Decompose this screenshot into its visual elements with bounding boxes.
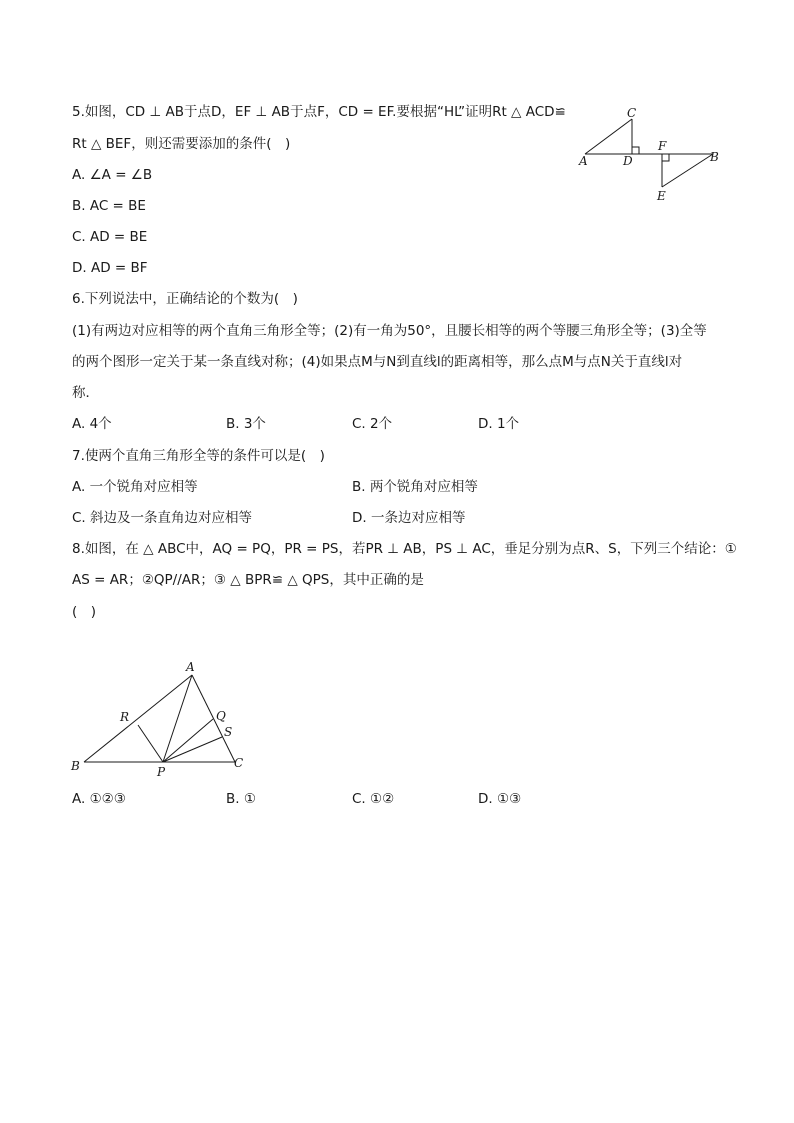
q5-figure — [575, 102, 725, 207]
q8-segment-ab — [84, 675, 192, 762]
q5-label-d: D — [623, 154, 633, 168]
q5-segment-ac — [585, 119, 632, 154]
q6-option-b[interactable]: B. 3个 — [226, 416, 266, 432]
q8-option-b[interactable]: B. ① — [226, 791, 256, 807]
q6-option-a[interactable]: A. 4个 — [72, 416, 112, 432]
q8-option-a[interactable]: A. ①②③ — [72, 791, 126, 807]
q8-segment-ps — [163, 737, 222, 762]
q8-option-c[interactable]: C. ①② — [352, 791, 395, 807]
q8-segment-ac — [192, 675, 235, 762]
q5-stem-line1: 5.如图，CD ⊥ AB于点D，EF ⊥ AB于点F，CD = EF.要根据“HL”证明Rt △ ACD≌ — [72, 104, 566, 120]
q5-segment-eb — [662, 154, 713, 187]
q7-stem: 7.使两个直角三角形全等的条件可以是( ) — [72, 448, 325, 464]
q5-right-angle-d — [632, 147, 639, 154]
q5-label-e: E — [657, 189, 666, 203]
q5-option-c[interactable]: C. AD = BE — [72, 229, 148, 245]
q5-label-b: B — [710, 150, 719, 164]
q6-statement-line3: 称． — [72, 385, 99, 401]
q5-label-c: C — [627, 106, 637, 120]
q8-option-d[interactable]: D. ①③ — [478, 791, 522, 807]
q8-label-s: S — [224, 725, 233, 739]
q5-label-f: F — [658, 139, 667, 153]
q5-stem-line2: Rt △ BEF，则还需要添加的条件( ) — [72, 136, 291, 152]
q5-option-a[interactable]: A. ∠A = ∠B — [72, 167, 153, 183]
q8-figure — [66, 655, 266, 780]
q6-statement-line1: (1)有两边对应相等的两个直角三角形全等；(2)有一角为50°，且腰长相等的两个等腰三角形全等；(3)全等 — [72, 323, 707, 339]
q7-option-d[interactable]: D. 一条边对应相等 — [352, 510, 466, 526]
q7-option-b[interactable]: B. 两个锐角对应相等 — [352, 479, 478, 495]
q8-stem-line1: 8.如图，在 △ ABC中，AQ = PQ，PR = PS，若PR ⊥ AB，PS ⊥ AC，垂足分别为点R、S，下列三个结论：① — [72, 541, 737, 557]
q6-option-c[interactable]: C. 2个 — [352, 416, 393, 432]
q5-option-d[interactable]: D. AD = BF — [72, 260, 148, 276]
q8-label-c: C — [234, 756, 244, 770]
q8-stem-line2: AS = AR；②QP//AR；③ △ BPR≌ △ QPS，其中正确的是 — [72, 572, 424, 588]
q8-label-q: Q — [216, 709, 226, 723]
q6-statement-line2: 的两个图形一定关于某一条直线对称；(4)如果点M与N到直线l的距离相等，那么点M与点N关于直线l对 — [72, 354, 683, 370]
q8-label-b: B — [71, 759, 80, 773]
q5-option-b[interactable]: B. AC = BE — [72, 198, 146, 214]
q8-label-a: A — [186, 660, 195, 674]
q7-option-a[interactable]: A. 一个锐角对应相等 — [72, 479, 198, 495]
q8-segment-pr — [138, 725, 163, 762]
q6-stem: 6.下列说法中，正确结论的个数为( ) — [72, 291, 298, 307]
q5-right-angle-f — [662, 154, 669, 161]
q7-option-c[interactable]: C. 斜边及一条直角边对应相等 — [72, 510, 253, 526]
q6-option-d[interactable]: D. 1个 — [478, 416, 520, 432]
q8-stem-line3: ( ) — [72, 604, 97, 620]
q8-label-p: P — [157, 765, 166, 779]
q8-label-r: R — [120, 710, 130, 724]
q5-label-a: A — [579, 154, 588, 168]
